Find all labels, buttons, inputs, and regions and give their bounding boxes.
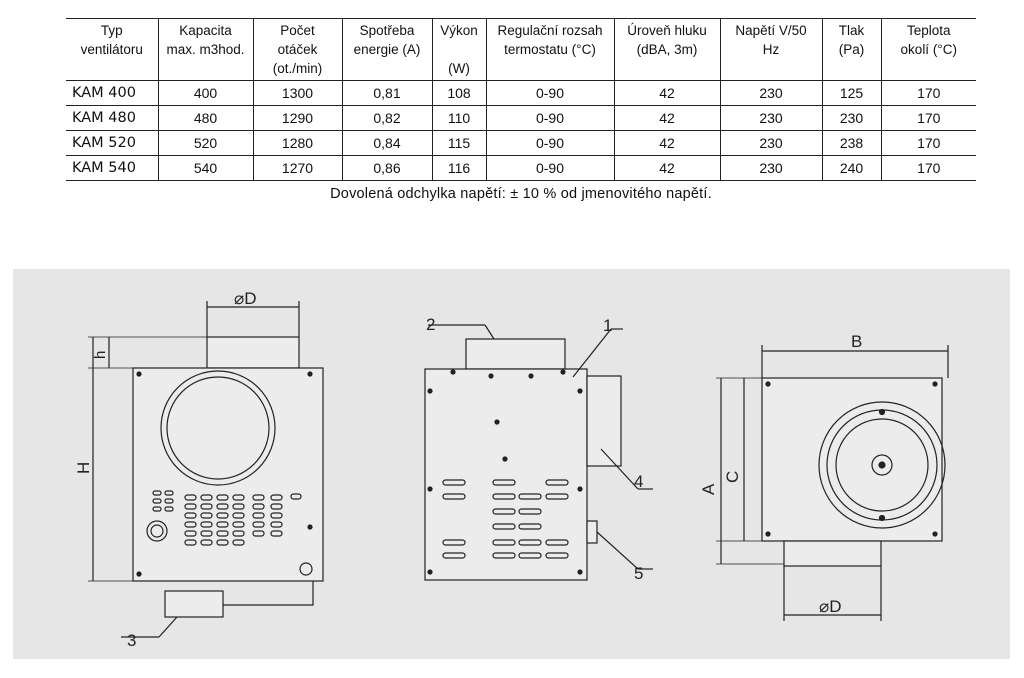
column-header-line: (ot./min) (272, 61, 323, 76)
column-header-line: Tlak (838, 23, 865, 38)
callout-3: 3 (127, 631, 137, 650)
column-header-line (435, 40, 484, 59)
table-cell: 1270 (253, 156, 342, 181)
column-header-line: (dBA, 3m) (636, 42, 698, 57)
column-header-line: Úroveň hluku (627, 23, 707, 38)
column-header (253, 19, 342, 81)
callout-5: 5 (634, 564, 644, 583)
column-header (614, 19, 720, 81)
table-cell: 170 (881, 156, 976, 181)
model-cell: KAM 400 (66, 81, 158, 106)
column-header (66, 19, 158, 81)
callout-2: 2 (426, 315, 436, 334)
table-cell: 170 (881, 131, 976, 156)
table-cell: 1300 (253, 81, 342, 106)
table-cell: 110 (432, 106, 486, 131)
column-header-line: okolí (°C) (900, 42, 957, 57)
table-cell: 230 (720, 81, 822, 106)
callout-1: 1 (603, 316, 613, 335)
model-cell: KAM 480 (66, 106, 158, 131)
column-header (432, 19, 486, 81)
column-header-line: Typ (100, 23, 123, 38)
column-header-line: (Pa) (838, 42, 865, 57)
table-cell: 115 (432, 131, 486, 156)
table-cell: 0-90 (486, 131, 614, 156)
table-cell: 480 (158, 106, 253, 131)
table-row (66, 106, 976, 131)
table-cell: 230 (720, 131, 822, 156)
column-header-line: Kapacita (179, 23, 232, 38)
table-cell: 230 (720, 106, 822, 131)
table-row (66, 156, 976, 181)
table-cell: 540 (158, 156, 253, 181)
table-cell: 0,84 (342, 131, 432, 156)
table-cell: 116 (432, 156, 486, 181)
table-cell: 0-90 (486, 156, 614, 181)
table-cell: 170 (881, 106, 976, 131)
callout-4: 4 (634, 472, 644, 491)
fan-technical-drawing (13, 269, 1010, 659)
voltage-tolerance-note: Dovolená odchylka napětí: ± 10 % od jmenovitého napětí. (330, 186, 712, 202)
table-cell: 42 (614, 81, 720, 106)
model-cell: KAM 540 (66, 156, 158, 181)
table-cell: 42 (614, 156, 720, 181)
spec-table (66, 18, 976, 181)
table-row (66, 131, 976, 156)
model-cell: KAM 520 (66, 131, 158, 156)
table-cell: 400 (158, 81, 253, 106)
table-row (66, 81, 976, 106)
column-header-line: max. m3hod. (166, 42, 245, 57)
table-cell: 240 (822, 156, 881, 181)
table-cell: 1290 (253, 106, 342, 131)
table-cell: 108 (432, 81, 486, 106)
table-cell: 0,82 (342, 106, 432, 131)
column-header-line: energie (A) (353, 42, 421, 57)
h-dimension-label: h (92, 350, 109, 359)
A-dimension-label: A (699, 483, 718, 495)
table-cell: 170 (881, 81, 976, 106)
B-dimension-label: B (851, 332, 863, 351)
column-header (486, 19, 614, 81)
column-header (881, 19, 976, 81)
table-cell: 238 (822, 131, 881, 156)
bottom-diameter-label: ⌀D (819, 597, 842, 616)
table-cell: 42 (614, 106, 720, 131)
column-header-line: Teplota (906, 23, 951, 38)
table-cell: 230 (720, 156, 822, 181)
C-dimension-label: C (723, 470, 742, 483)
column-header-line: Spotřeba (359, 23, 415, 38)
table-cell: 1280 (253, 131, 342, 156)
column-header-line: Regulační rozsah (497, 23, 603, 38)
table-cell: 0-90 (486, 106, 614, 131)
column-header-line: ventilátoru (80, 42, 143, 57)
H-dimension-label: H (74, 461, 93, 474)
column-header (822, 19, 881, 81)
column-header (342, 19, 432, 81)
table-cell: 0,86 (342, 156, 432, 181)
table-cell: 42 (614, 131, 720, 156)
table-cell: 520 (158, 131, 253, 156)
column-header-line: Hz (762, 42, 780, 57)
table-body (66, 81, 976, 181)
table-cell: 0,81 (342, 81, 432, 106)
column-header-line: Výkon (440, 23, 478, 38)
column-header (720, 19, 822, 81)
table-cell: 125 (822, 81, 881, 106)
column-header (158, 19, 253, 81)
table-cell: 0-90 (486, 81, 614, 106)
front-diameter-label: ⌀D (234, 289, 257, 308)
table-header-row (66, 19, 976, 81)
column-header-line: otáček (277, 42, 318, 57)
column-header-line: Počet (280, 23, 315, 38)
column-header-line: termostatu (°C) (504, 42, 596, 57)
table-cell: 230 (822, 106, 881, 131)
column-header-line: (W) (448, 61, 470, 76)
column-header-line: Napětí V/50 (735, 23, 807, 38)
